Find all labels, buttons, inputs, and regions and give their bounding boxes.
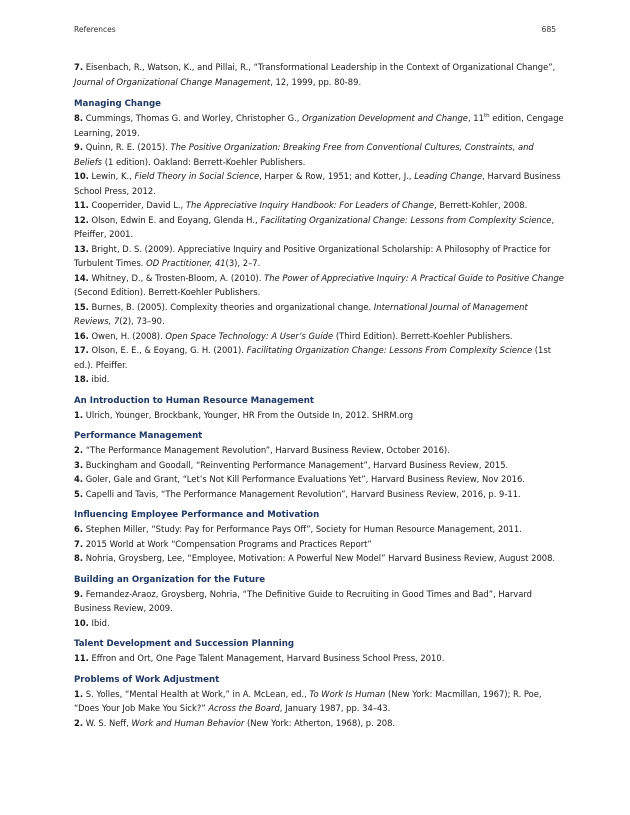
reference-section — [74, 638, 564, 666]
reference-text: Lewin, K., — [91, 171, 135, 181]
reference-number: 6. — [74, 524, 84, 534]
reference-number: 10. — [74, 171, 89, 181]
reference-number: 11. — [74, 653, 89, 663]
reference-number: 3. — [74, 459, 84, 470]
reference-text: , Berrett-Kohler, 2008. — [434, 200, 528, 210]
reference-entry — [74, 213, 564, 242]
reference-title: Leading Change — [414, 171, 483, 181]
reference-entry — [74, 443, 564, 458]
reference-entry — [74, 198, 564, 213]
reference-text: Eisenbach, R., Watson, K., and Pillai, R., “Transformational Leadership in the Context of Organizational Change”, — [85, 62, 556, 72]
section-heading: Talent Development and Succession Planning — [74, 639, 295, 649]
reference-text: Ibid. — [91, 617, 110, 628]
reference-title: Work and Human Behavior — [131, 717, 245, 728]
reference-title: The Power of Appreciative Inquiry: A Practical Guide to Positive Change — [264, 272, 564, 283]
reference-text: (1 edition). Oakland: Berrett-Koehler Publishers. — [102, 156, 306, 167]
section-heading: Influencing Employee Performance and Motivation — [74, 510, 320, 520]
reference-text: Olson, Edwin E. and Eoyang, Glenda H., — [91, 214, 261, 225]
reference-section — [74, 574, 564, 631]
reference-number: 12. — [74, 214, 89, 225]
reference-text: 2015 World at Work “Compensation Programs and Practices Report” — [85, 538, 372, 549]
reference-number: 17. — [74, 345, 89, 355]
reference-text: Cummings, Thomas G. and Worley, Christopher G., — [85, 113, 303, 123]
reference-number: 18. — [74, 374, 89, 384]
reference-title: Across the Board — [208, 703, 280, 713]
reference-entry — [74, 140, 564, 169]
running-header — [74, 25, 556, 34]
reference-entry — [74, 472, 564, 487]
reference-text: (Second Edition). Berrett-Koehler Publishers. — [74, 287, 261, 297]
reference-section — [74, 430, 564, 501]
reference-entry — [74, 408, 564, 423]
reference-entry — [74, 372, 564, 387]
reference-title: Facilitating Organizational Change: Lessons from Complexity Science — [260, 214, 552, 225]
reference-entry — [74, 487, 564, 502]
reference-text: Quinn, R. E. (2015). — [85, 142, 171, 152]
reference-title: The Positive Organization: Breaking Free from Conventional Cultures, Constraints, and Beliefs — [74, 142, 534, 167]
reference-text: Buckingham and Goodall, “Reinventing Performance Management”, Harvard Business Review, 2015. — [85, 459, 509, 470]
section-heading: Managing Change — [74, 99, 161, 109]
reference-number: 7. — [74, 62, 84, 72]
reference-number: 7. — [74, 538, 84, 549]
reference-text: W. S. Neff, — [85, 717, 132, 728]
reference-title: The Appreciative Inquiry Handbook: For Leaders of Change — [185, 200, 435, 210]
reference-text: Owen, H. (2008). — [91, 330, 166, 341]
reference-text: Bright, D. S. (2009). Appreciative Inquiry and Positive Organizational Scholarship: A Philosophy of Practice for Turbulent Times. — [74, 243, 551, 268]
reference-number: 14. — [74, 272, 89, 283]
reference-title: Facilitating Organization Change: Lessons From Complexity Science — [246, 345, 533, 355]
reference-text: (1st ed.). Pfeiffer. — [74, 345, 551, 370]
reference-section — [74, 98, 564, 387]
reference-text: S. Yolles, “Mental Health at Work,” in A. McLean, ed., — [85, 688, 310, 699]
reference-text: Whitney, D., & Trosten-Bloom, A. (2010). — [91, 272, 265, 283]
reference-title: Open Space Technology: A User’s Guide — [165, 330, 334, 341]
reference-text: ibid. — [91, 374, 110, 384]
reference-text: (New York: Macmillan, 1967); R. Poe, “Does Your Job Make You Sick?” — [74, 688, 542, 713]
reference-entry — [74, 329, 564, 344]
reference-text: Nohria, Groysberg, Lee, “Employee, Motivation: A Powerful New Model” Harvard Business Review, August 2008. — [85, 553, 556, 563]
reference-section — [74, 395, 564, 423]
section-heading: An Introduction to Human Resource Management — [74, 395, 314, 406]
reference-number: 15. — [74, 301, 89, 312]
reference-number: 2. — [74, 717, 84, 728]
references-list — [74, 60, 564, 738]
reference-text: Cooperrider, David L., — [91, 200, 186, 210]
reference-number: 1. — [74, 688, 84, 699]
reference-entry — [74, 242, 564, 271]
reference-number: 11. — [74, 200, 89, 210]
reference-entry — [74, 537, 564, 552]
reference-entry — [74, 522, 564, 537]
reference-entry — [74, 716, 564, 731]
reference-text: Ulrich, Younger, Brockbank, Younger, HR From the Outside In, 2012. SHRM.org — [85, 409, 414, 420]
running-header-title: References — [74, 25, 116, 34]
reference-text: (3), 2–7. — [225, 258, 261, 268]
reference-text: , 12, 1999, pp. 80-89. — [270, 76, 362, 87]
reference-section — [74, 60, 564, 89]
reference-text: (Third Edition). Berrett-Koehler Publishers. — [333, 330, 513, 341]
reference-section — [74, 509, 564, 566]
reference-entry — [74, 271, 564, 300]
reference-title: Field Theory in Social Science — [134, 171, 260, 181]
reference-section — [74, 674, 564, 731]
reference-text: , 11 — [467, 113, 484, 123]
reference-number: 9. — [74, 588, 84, 599]
reference-text: Olson, E. E., & Eoyang, G. H. (2001). — [91, 345, 247, 355]
section-heading: Performance Management — [74, 431, 203, 441]
reference-number: 8. — [74, 553, 84, 563]
reference-text: Fernandez-Araoz, Groysberg, Nohria, “The Definitive Guide to Recruiting in Good Times and Bad”, Harvard Business Review, 2009. — [74, 588, 532, 613]
reference-text: , Harper & Row, 1951; and Kotter, J., — [259, 171, 415, 181]
page-number: 685 — [541, 25, 556, 34]
reference-text: Capelli and Tavis, “The Performance Management Revolution”, Harvard Business Review, 2016, p. 9-11. — [85, 488, 521, 499]
reference-entry — [74, 616, 564, 631]
reference-entry — [74, 687, 564, 716]
reference-text: Effron and Ort, One Page Talent Management, Harvard Business School Press, 2010. — [91, 653, 445, 663]
reference-entry — [74, 60, 564, 89]
reference-number: 5. — [74, 488, 84, 499]
section-heading: Problems of Work Adjustment — [74, 674, 220, 685]
reference-number: 4. — [74, 474, 84, 484]
reference-entry — [74, 551, 564, 566]
reference-number: 1. — [74, 409, 84, 420]
reference-text: Goler, Gale and Grant, “Let’s Not Kill Performance Evaluations Yet”, Harvard Business Review, Nov 2016. — [85, 474, 525, 484]
reference-entry — [74, 458, 564, 473]
reference-title: Journal of Organizational Change Management — [74, 76, 271, 87]
reference-number: 9. — [74, 142, 84, 152]
reference-text: , Pfeiffer, 2001. — [74, 214, 555, 239]
reference-title: Organization Development and Change — [302, 113, 468, 123]
reference-text: (2), 73–90. — [119, 316, 165, 326]
reference-number: 2. — [74, 445, 84, 455]
section-heading: Building an Organization for the Future — [74, 574, 266, 585]
reference-number: 10. — [74, 617, 89, 628]
reference-title: To Work Is Human — [309, 688, 386, 699]
reference-entry — [74, 169, 564, 198]
reference-title: International Journal of Management Reviews, 7 — [74, 301, 528, 326]
reference-text: Stephen Miller, “Study: Pay for Performance Pays Off”, Society for Human Resource Management, 2011. — [85, 524, 522, 534]
reference-title: OD Practitioner, 41 — [146, 258, 226, 268]
reference-entry — [74, 300, 564, 329]
reference-text: (New York: Atherton, 1968), p. 208. — [244, 717, 396, 728]
reference-number: 16. — [74, 330, 89, 341]
reference-entry — [74, 343, 564, 372]
reference-text: , Harvard Business School Press, 2012. — [74, 171, 561, 196]
reference-number: 13. — [74, 243, 89, 254]
reference-entry — [74, 587, 564, 616]
reference-text: , January 1987, pp. 34–43. — [279, 703, 391, 713]
reference-entry — [74, 651, 564, 666]
reference-text: “The Performance Management Revolution”, Harvard Business Review, October 2016). — [85, 445, 450, 455]
reference-text: edition, Cengage Learning, 2019. — [74, 113, 564, 138]
reference-number: 8. — [74, 113, 84, 123]
ordinal-suffix: th — [483, 113, 490, 120]
reference-text: Burnes, B. (2005). Complexity theories and organizational change. — [91, 301, 374, 312]
reference-entry — [74, 111, 564, 140]
